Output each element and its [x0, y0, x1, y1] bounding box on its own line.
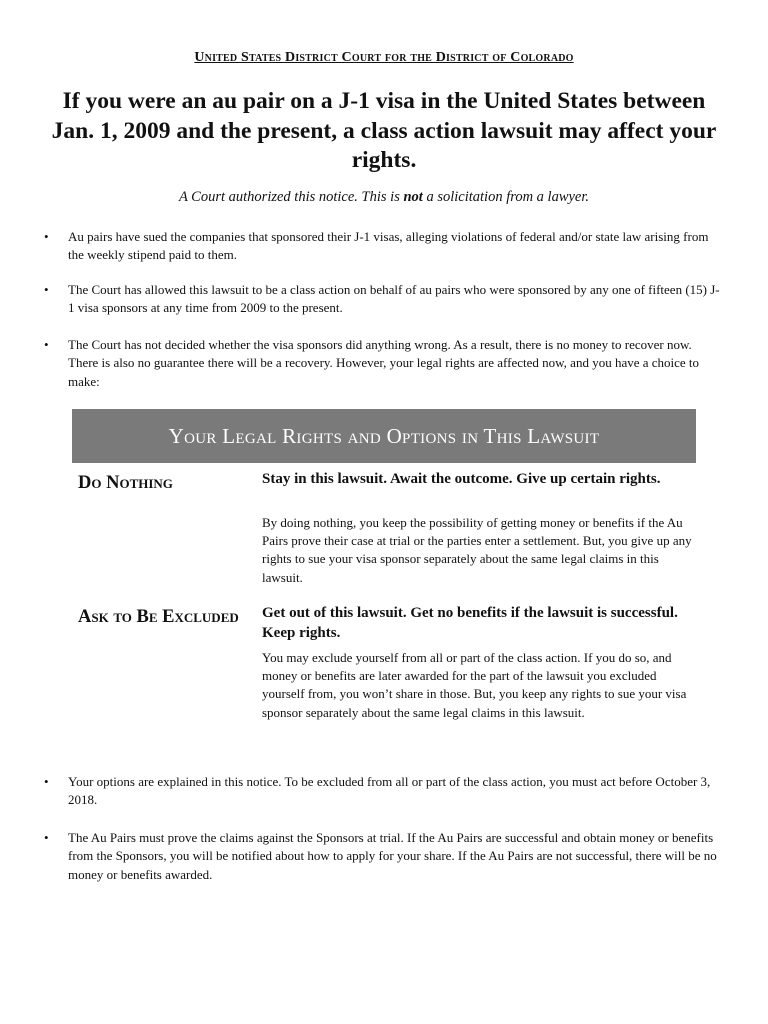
bullet-icon: • — [44, 229, 49, 244]
bullet-icon: • — [44, 337, 49, 352]
bullet-item — [44, 336, 724, 391]
option-title-exclude: Ask to Be Excluded — [78, 607, 239, 627]
bullet-text: The Au Pairs must prove the claims against the Sponsors at trial. If the Au Pairs are successful and obtain money or benefits from the Sponsors, you will be notified about how to apply for your share. If the Au Pairs are not successful, there will be no money or benefits awarded. — [68, 830, 717, 882]
bullet-icon: • — [44, 774, 49, 789]
authorization-text-1: A Court authorized this notice. This is — [178, 189, 404, 205]
authorization-emphasis: not — [403, 189, 423, 205]
bullet-icon: • — [44, 282, 49, 297]
authorization-text-2: a solicitation from a lawyer. — [422, 189, 590, 205]
option-detail-exclude: You may exclude yourself from all or part of the class action. If you do so, and money or benefits are later awarded for the part of the lawsuit you excluded yourself from, you won’t share in those. But, you keep any rights to sue your visa sponsor separately about the same legal claims in this lawsuit. — [262, 650, 687, 720]
bullet-text: Your options are explained in this notice. To be excluded from all or part of the class action, you must act before October 3, 2018. — [68, 774, 711, 808]
bullet-item — [44, 228, 724, 265]
bullet-item — [44, 773, 724, 810]
option-detail-do-nothing: By doing nothing, you keep the possibility of getting money or benefits if the Au Pairs prove their case at trial or the parties enter a settlement. But, you give up any rights to sue your visa sponsor separately about the same legal claims in this lawsuit. — [262, 515, 692, 585]
option-summary-do-nothing: Stay in this lawsuit. Await the outcome. Give up certain rights. — [262, 471, 661, 487]
bullet-item — [44, 829, 724, 884]
bullet-text: The Court has not decided whether the visa sponsors did anything wrong. As a result, there is no money to recover now. There is also no guarantee there will be a recovery. However, your legal rights are affected now, and you have a choice to make: — [68, 337, 700, 389]
bullet-text: The Court has allowed this lawsuit to be a class action on behalf of au pairs who were sponsored by any one of fifteen (15) J-1 visa sponsors at any time from 2009 to the present. — [68, 282, 720, 316]
rights-table-header: Your Legal Rights and Options in This Lawsuit — [72, 409, 696, 463]
notice-headline: If you were an au pair on a J-1 visa in the United States between Jan. 1, 2009 and the present, a class action lawsuit may affect your rights. — [51, 88, 717, 173]
bullet-icon: • — [44, 830, 49, 845]
bullet-text: Au pairs have sued the companies that sponsored their J-1 visas, alleging violations of federal and/or state law arising from the weekly stipend paid to them. — [68, 229, 709, 263]
court-name: United States District Court for the District of Colorado — [194, 50, 574, 65]
authorization-statement — [0, 189, 768, 206]
bullet-item — [44, 281, 724, 318]
option-title-do-nothing: Do Nothing — [78, 473, 173, 493]
option-summary-exclude: Get out of this lawsuit. Get no benefits if the lawsuit is successful. Keep rights. — [262, 605, 678, 641]
